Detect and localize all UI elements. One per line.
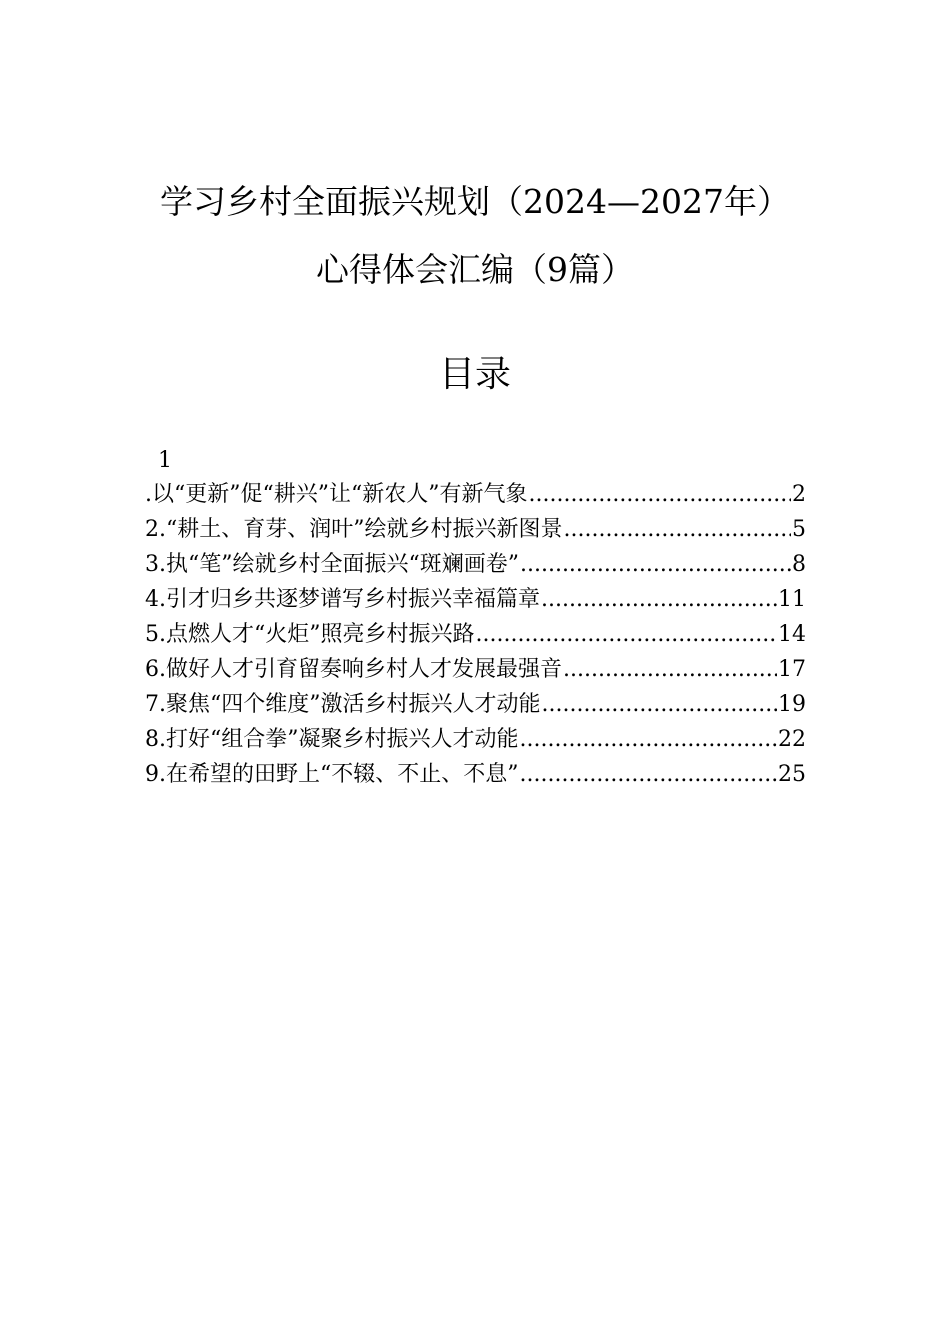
toc-entry-title: 6.做好人才引育留奏响乡村人才发展最强音 — [145, 657, 562, 682]
toc-dot-leader — [541, 586, 777, 614]
toc-entry[interactable] — [145, 726, 806, 761]
toc-dot-leader — [520, 761, 778, 789]
toc-page-number: 22 — [778, 727, 806, 752]
toc-dot-leader — [563, 656, 777, 684]
toc-dot-leader — [476, 621, 778, 649]
toc-dot-leader — [564, 516, 792, 544]
toc-entry[interactable] — [145, 516, 806, 551]
toc-stray-number: 1 — [158, 448, 172, 473]
toc-entry-title: 2.“耕土、育芽、润叶”绘就乡村振兴新图景 — [145, 517, 563, 542]
toc-entry[interactable] — [145, 691, 806, 726]
toc-page-number: 8 — [792, 552, 806, 577]
toc-dot-leader — [520, 551, 791, 579]
toc-entry[interactable] — [145, 761, 806, 796]
toc-entry-title: .以“更新”促“耕兴”让“新农人”有新气象 — [145, 482, 528, 507]
toc-entry-title: 3.执“笔”绘就乡村全面振兴“斑斓画卷” — [145, 552, 519, 577]
toc-entry-title: 8.打好“组合拳”凝聚乡村振兴人才动能 — [145, 727, 519, 752]
toc-heading: 目录 — [438, 354, 511, 395]
toc-page-number: 2 — [792, 482, 806, 507]
toc-entry[interactable] — [145, 656, 806, 691]
toc-entry-title: 5.点燃人才“火炬”照亮乡村振兴路 — [145, 622, 475, 647]
toc-entry-title: 9.在希望的田野上“不辍、不止、不息” — [145, 762, 519, 787]
toc-entry[interactable] — [145, 621, 806, 656]
toc-entry[interactable] — [145, 551, 806, 586]
toc-page-number: 14 — [778, 622, 806, 647]
toc-page-number: 25 — [778, 762, 806, 787]
document-title-line-1: 学习乡村全面振兴规划（2024—2027年） — [160, 182, 790, 221]
toc-entry-title: 4.引才归乡共逐梦谱写乡村振兴幸福篇章 — [145, 587, 540, 612]
toc-page-number: 17 — [778, 657, 806, 682]
toc-dot-leader — [542, 691, 778, 719]
toc-page-number: 5 — [792, 517, 806, 542]
toc-page-number: 19 — [778, 692, 806, 717]
toc-entry-title: 7.聚焦“四个维度”激活乡村振兴人才动能 — [145, 692, 541, 717]
toc-dot-leader — [520, 726, 778, 754]
document-title-line-2: 心得体会汇编（9篇） — [316, 250, 634, 289]
table-of-contents — [145, 481, 806, 796]
toc-entry[interactable] — [145, 481, 806, 516]
toc-dot-leader — [528, 481, 791, 509]
toc-page-number: 11 — [778, 587, 806, 612]
toc-entry[interactable] — [145, 586, 806, 621]
